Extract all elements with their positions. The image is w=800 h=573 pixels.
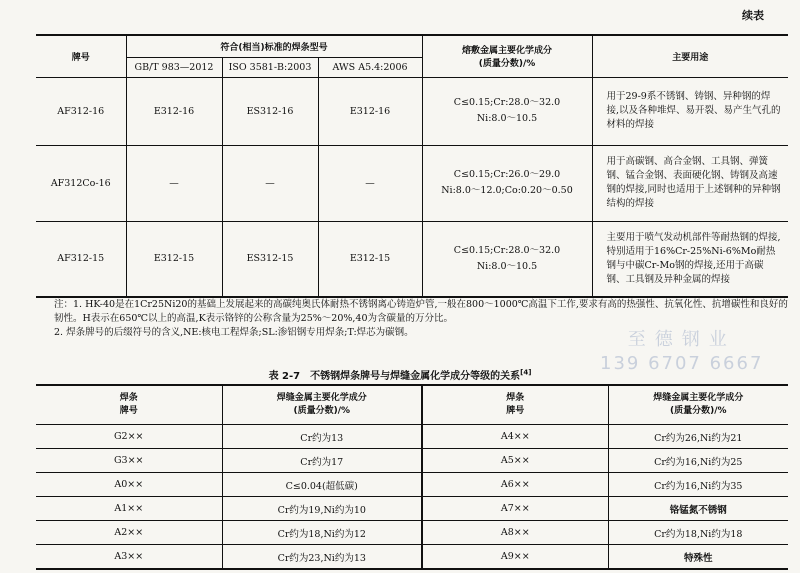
cell-iso: — [222, 145, 318, 221]
table-row [36, 449, 788, 473]
table2-title-text: 表 2-7 不锈钢焊条牌号与焊缝金属化学成分等级的关系 [268, 371, 521, 382]
t2-header-grade-line1: 焊条 [506, 393, 525, 403]
header-grade: 牌号 [36, 35, 126, 77]
t2-header-grade-left [36, 385, 222, 425]
cell-comp-right: Cr约为18,Ni约为18 [608, 521, 788, 545]
t2-header-grade-line1: 焊条 [119, 393, 138, 403]
t2-header-comp-line2: (质量分数)/% [293, 406, 351, 416]
cell-grade-right: A4×× [422, 425, 608, 449]
table-row [36, 521, 788, 545]
cell-uses: 用于高碳钢、高合金钢、工具钢、弹簧钢、锰合金钢、表面硬化钢、铸钢及高速钢的焊接,同时也适用于上述钢种的异种钢结构的焊接 [592, 145, 788, 221]
table-row [36, 497, 788, 521]
t2-header-comp-right [608, 385, 788, 425]
t2-header-grade-right [422, 385, 608, 425]
cell-grade-left: A1×× [36, 497, 222, 521]
composition-line2: Ni:8.0～10.5 [476, 113, 538, 124]
note-2: 2. 焊条牌号的后缀符号的含义,NE:核电工程焊条;SL:渗铝钢专用焊条;T:焊芯为碳钢。 [54, 327, 414, 338]
table-row [36, 425, 788, 449]
cell-comp-right: 特殊性 [608, 545, 788, 570]
t2-header-comp-left [222, 385, 422, 425]
cell-grade-right: A6×× [422, 473, 608, 497]
grade-composition-table [36, 384, 788, 570]
cell-comp-right: Cr约为16,Ni约为35 [608, 473, 788, 497]
cell-aws: E312-15 [318, 221, 422, 297]
cell-comp-left: C≤0.04(超低碳) [222, 473, 422, 497]
cell-aws: E312-16 [318, 77, 422, 145]
header-uses: 主要用途 [592, 35, 788, 77]
t2-header-comp-line2: (质量分数)/% [669, 406, 727, 416]
cell-uses: 主要用于喷气发动机部件等耐热钢的焊接,特别适用于16%Cr-25%Ni-6%Mo耐热钢与中碳Cr-Mo钢的焊接,还用于高碳钢、工具钢及异种金属的焊接 [592, 221, 788, 297]
cell-comp-left: Cr约为17 [222, 449, 422, 473]
composition-line1: C≤0.15;Cr:28.0～32.0 [453, 244, 561, 256]
table2-title [0, 367, 800, 382]
cell-gb: — [126, 145, 222, 221]
table-row [36, 145, 788, 221]
t2-header-comp-line1: 焊缝金属主要化学成分 [653, 393, 744, 403]
cell-grade: AF312-16 [36, 77, 126, 145]
cell-grade: AF312Co-16 [36, 145, 126, 221]
cell-grade-left: A3×× [36, 545, 222, 570]
cell-iso: ES312-15 [222, 221, 318, 297]
header-composition [422, 35, 592, 77]
cell-grade: AF312-15 [36, 221, 126, 297]
header-composition-line1: 熔敷金属主要化学成分 [461, 46, 552, 57]
header-std-iso: ISO 3581-B:2003 [222, 57, 318, 77]
cell-comp-right: Cr约为16,Ni约为25 [608, 449, 788, 473]
cell-grade-left: G2×× [36, 425, 222, 449]
composition-line1: C≤0.15;Cr:26.0～29.0 [453, 169, 561, 180]
cell-grade-right: A9×× [422, 545, 608, 570]
cell-grade-left: G3×× [36, 449, 222, 473]
cell-grade-right: A7×× [422, 497, 608, 521]
watermark-phone: 139 6707 6667 [600, 353, 764, 374]
cell-gb: E312-16 [126, 77, 222, 145]
table-row [36, 473, 788, 497]
cell-grade-left: A2×× [36, 521, 222, 545]
composition-line2: Ni:8.0～12.0;Co:0.20～0.50 [441, 185, 573, 196]
t2-header-comp-line1: 焊缝金属主要化学成分 [276, 393, 367, 403]
cell-comp-left: Cr约为18,Ni约为12 [222, 521, 422, 545]
table-row [36, 545, 788, 570]
cell-composition [422, 77, 592, 145]
cell-comp-right: Cr约为26,Ni约为21 [608, 425, 788, 449]
composition-line1: C≤0.15;Cr:28.0～32.0 [453, 97, 561, 108]
cell-aws: — [318, 145, 422, 221]
table-row [36, 221, 788, 297]
cell-iso: ES312-16 [222, 77, 318, 145]
electrode-table [36, 34, 788, 298]
cell-composition [422, 145, 592, 221]
composition-line2: Ni:8.0～10.5 [476, 260, 538, 272]
table-row [36, 77, 788, 145]
cell-grade-left: A0×× [36, 473, 222, 497]
continued-label: 续表 [742, 9, 764, 22]
t2-header-grade-line2: 牌号 [506, 406, 525, 416]
cell-composition [422, 221, 592, 297]
cell-comp-right: 铬锰氮不锈钢 [608, 497, 788, 521]
cell-grade-right: A8×× [422, 521, 608, 545]
cell-comp-left: Cr约为13 [222, 425, 422, 449]
note-1: 注：1. HK-40是在1Cr25Ni20的基础上发展起来的高碳纯奥氏体耐热不锈钢离心铸造炉管,一般在800～1000℃高温下工作,要求有高的热强性、抗氧化性、抗增碳性和良好的韧性。H表示在650℃以上的高温,K表示铬锌的公称含量为25%～20%,40为含碳量的万分比。 [54, 299, 788, 324]
header-standard-group: 符合(相当)标准的焊条型号 [126, 35, 422, 57]
watermark-company: 至德钢业 [627, 329, 736, 350]
cell-grade-right: A5×× [422, 449, 608, 473]
cell-gb: E312-15 [126, 221, 222, 297]
header-std-gb: GB/T 983—2012 [126, 57, 222, 77]
cell-comp-left: Cr约为23,Ni约为13 [222, 545, 422, 570]
cell-comp-left: Cr约为19,Ni约为10 [222, 497, 422, 521]
cell-uses: 用于29-9系不锈钢、铸钢、异种钢的焊接,以及各种堆焊、易开裂、易产生气孔的材料的焊接 [592, 77, 788, 145]
t2-header-grade-line2: 牌号 [119, 406, 138, 416]
header-composition-line2: (质量分数)/% [478, 59, 536, 70]
table2-title-ref: [4] [520, 368, 532, 377]
header-std-aws: AWS A5.4:2006 [318, 57, 422, 77]
